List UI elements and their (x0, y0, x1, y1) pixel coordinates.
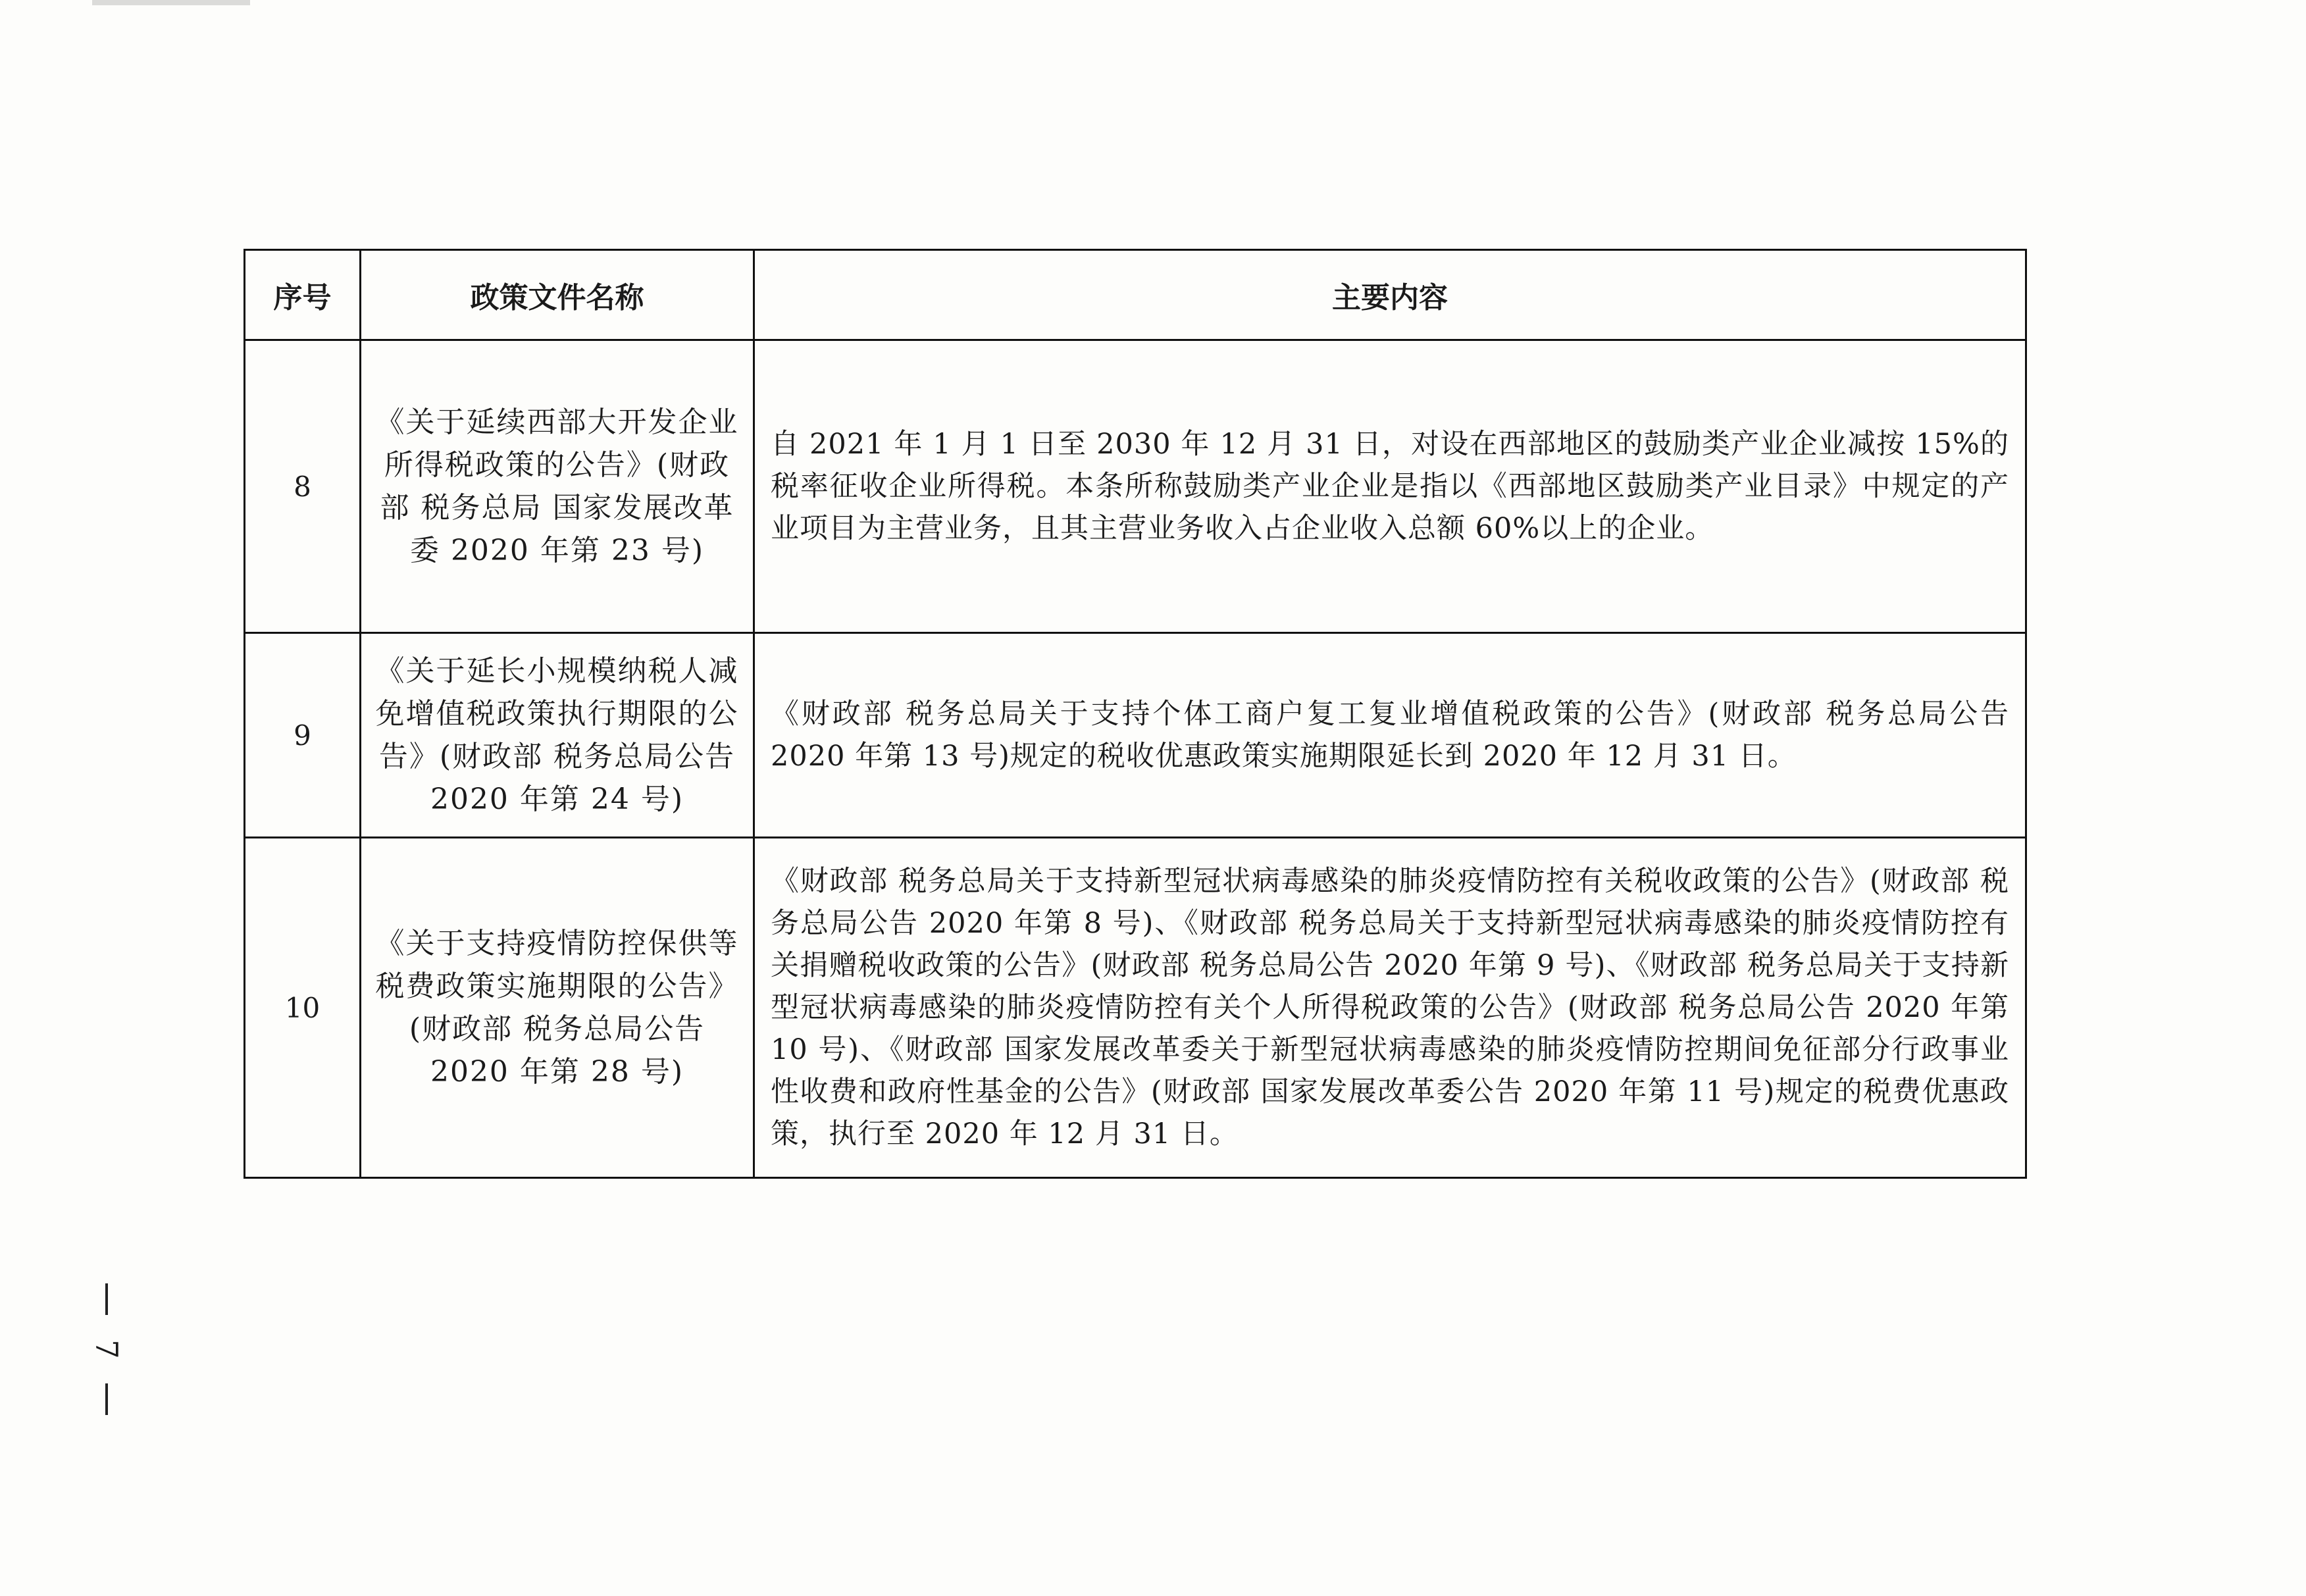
policy-name: 《关于支持疫情防控保供等税费政策实施期限的公告》(财政部 税务总局公告 2020 年第 28 号) (361, 838, 754, 1178)
page-number (89, 1283, 124, 1415)
row-index: 10 (245, 838, 361, 1178)
row-index: 9 (245, 633, 361, 838)
page-number-dash-bottom (105, 1383, 108, 1415)
scan-mark (92, 0, 250, 5)
policy-content: 《财政部 税务总局关于支持个体工商户复工复业增值税政策的公告》(财政部 税务总局公告 2020 年第 13 号)规定的税收优惠政策实施期限延长到 2020 年 12 月 31 日。 (754, 633, 2026, 838)
policy-name: 《关于延长小规模纳税人减免增值税政策执行期限的公告》(财政部 税务总局公告 2020 年第 24 号) (361, 633, 754, 838)
policy-content: 《财政部 税务总局关于支持新型冠状病毒感染的肺炎疫情防控有关税收政策的公告》(财政部 税务总局公告 2020 年第 8 号)、《财政部 税务总局关于支持新型冠状病毒感染的肺炎疫情防控有关捐赠税收政策的公告》(财政部 税务总局公告 2020 年第 9 号)、《财政部 税务总局关于支持新型冠状病毒感染的肺炎疫情防控有关个人所得税政策的公告》(财政部 税务总局公告 2020 年第 10 号)、《财政部 国家发展改革委关于新型冠状病毒感染的肺炎疫情防控期间免征部分行政事业性收费和政府性基金的公告》(财政部 国家发展改革委公告 2020 年第 11 号)规定的税费优惠政策，执行至 2020 年 12 月 31 日。 (754, 838, 2026, 1178)
header-index: 序号 (245, 250, 361, 340)
policy-content: 自 2021 年 1 月 1 日至 2030 年 12 月 31 日，对设在西部地区的鼓励类产业企业减按 15%的税率征收企业所得税。本条所称鼓励类产业企业是指以《西部地区鼓励类产业目录》中规定的产业项目为主营业务，且其主营业务收入占企业收入总额 60%以上的企业。 (754, 340, 2026, 633)
page-number-value: 7 (89, 1339, 124, 1359)
header-main-content: 主要内容 (754, 250, 2026, 340)
page-number-dash-top (105, 1283, 108, 1315)
table-row (245, 340, 2026, 633)
policy-table (243, 249, 2027, 1179)
table-row (245, 633, 2026, 838)
policy-name: 《关于延续西部大开发企业所得税政策的公告》(财政部 税务总局 国家发展改革委 2020 年第 23 号) (361, 340, 754, 633)
table-header-row (245, 250, 2026, 340)
table-row (245, 838, 2026, 1178)
row-index: 8 (245, 340, 361, 633)
header-policy-name: 政策文件名称 (361, 250, 754, 340)
